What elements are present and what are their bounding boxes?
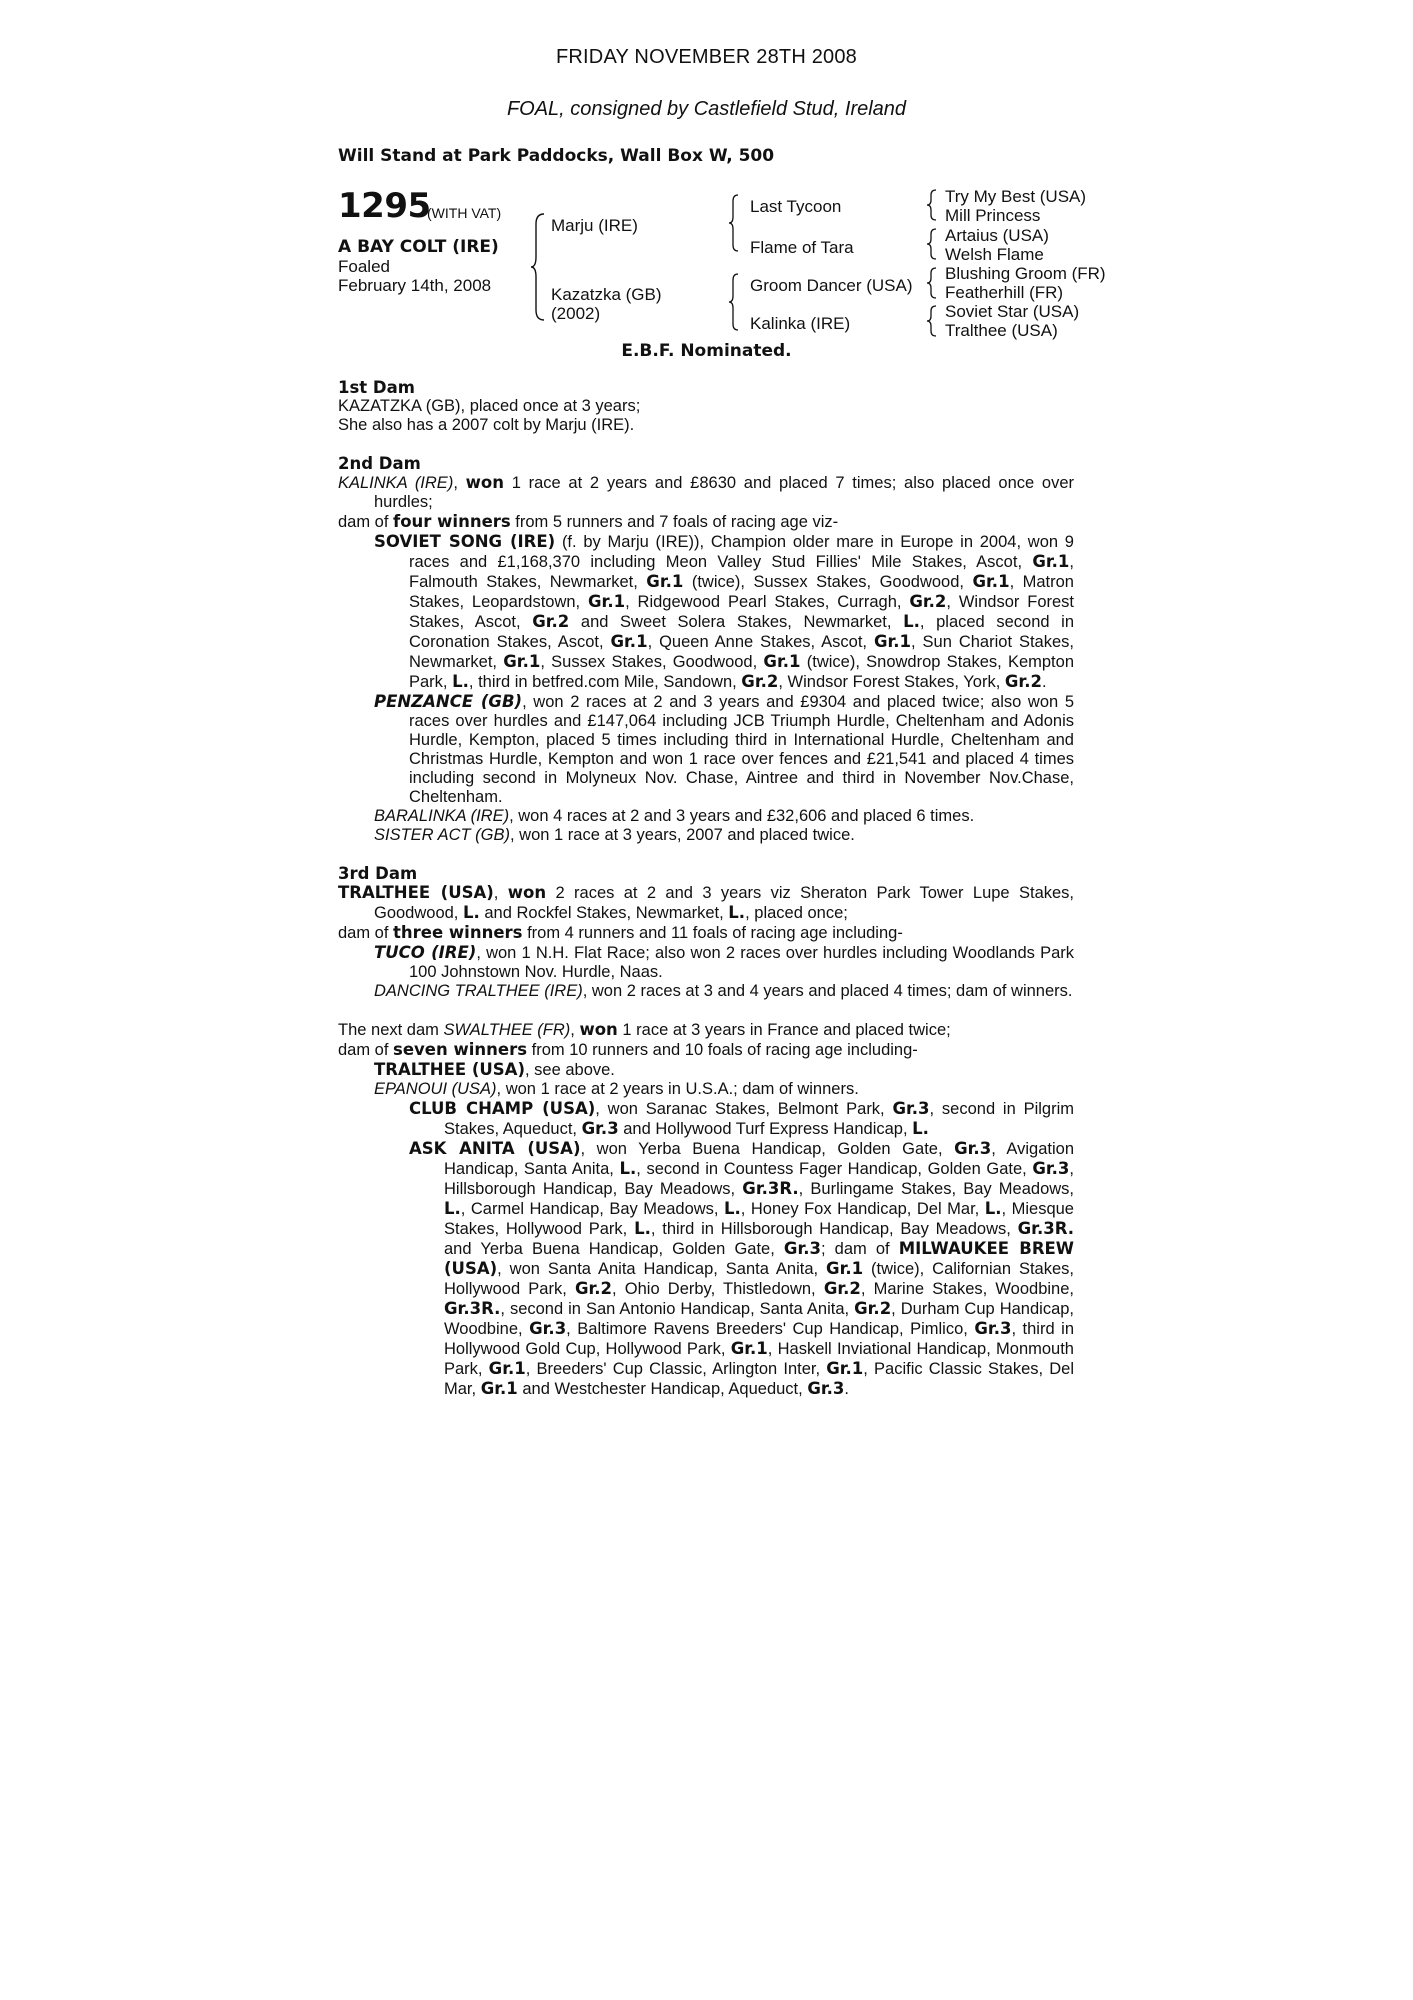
pedigree-g6: Featherhill (FR): [945, 283, 1064, 302]
record-text: , second in Pilgrim Stakes, Aqueduct,: [444, 1100, 1074, 1138]
horse-name: EPANOUI (USA): [374, 1080, 497, 1098]
grade-label: Gr.1: [1032, 552, 1070, 571]
record-text: , won 2 races at 3 and 4 years and placed 4 times; dam of winners.: [582, 982, 1073, 1000]
record-text: , Queen Anne Stakes, Ascot,: [647, 633, 874, 651]
pedigree-sire: Marju (IRE): [551, 216, 638, 235]
record-text: , Sussex Stakes, Goodwood,: [540, 653, 764, 671]
record-text: , third in Hollywood Gold Cup, Hollywood Park,: [444, 1320, 1074, 1358]
separator: ,: [493, 884, 508, 902]
record-text: .: [844, 1380, 849, 1398]
catalogue-body: [338, 378, 1074, 1399]
produce-sister-act: [338, 826, 1074, 845]
horse-name: TUCO (IRE): [374, 943, 477, 962]
next-dam-produce-summary: [338, 1040, 1074, 1060]
horse-name: SWALTHEE (FR): [443, 1021, 571, 1039]
record-text: , third in betfred.com Mile, Sandown,: [468, 673, 742, 691]
listed-label: L.: [462, 903, 480, 922]
record-text: , Windsor Forest Stakes, York,: [778, 673, 1005, 691]
produce-ask-anita: [338, 1139, 1074, 1399]
grade-label: Gr.2: [854, 1299, 892, 1318]
record-text: , Marine Stakes, Woodbine,: [860, 1280, 1074, 1298]
record-text: 1 race at 3 years in France and placed twice;: [617, 1021, 951, 1039]
grade-label: Gr.1: [488, 1359, 526, 1378]
record-text: and Hollywood Turf Express Handicap,: [618, 1120, 913, 1138]
produce-soviet-song: [338, 532, 1074, 692]
listed-label: L.: [984, 1199, 1002, 1218]
grade-label: Gr.2: [532, 612, 570, 631]
record-text: , Miesque Stakes, Hollywood Park,: [444, 1200, 1074, 1238]
grade-label: Gr.2: [823, 1279, 861, 1298]
record-text: , placed once;: [745, 904, 848, 922]
horse-name: MILWAUKEE BREW (USA): [444, 1239, 1075, 1278]
grade-label: Gr.2: [741, 672, 779, 691]
produce-tuco: [338, 943, 1074, 982]
lot-number: 1295: [338, 186, 431, 226]
third-dam-heading: 3rd Dam: [338, 864, 418, 883]
stand-location: Will Stand at Park Paddocks, Wall Box W, 500: [338, 146, 775, 166]
record-text: , placed second in Coronation Stakes, Ascot,: [409, 613, 1075, 651]
record-text: , second in Countess Fager Handicap, Golden Gate,: [636, 1160, 1033, 1178]
grade-label: Gr.2: [909, 592, 947, 611]
listed-label: L.: [903, 612, 920, 631]
record-text: 2 races at 2 and 3 years viz Sheraton Park Tower Lupe Stakes, Goodwood,: [374, 884, 1075, 922]
listed-label: L.: [452, 672, 469, 691]
dam-of-text: dam of: [338, 1041, 394, 1059]
record-text: (f. by Marju (IRE)), Champion older mare in Europe in 2004, won 9 races and £1,168,370 including Meon Valley Stud Fillies' Mile Stakes, Ascot,: [409, 533, 1074, 571]
grade-label: Gr.1: [588, 592, 626, 611]
winners-count: three winners: [393, 923, 523, 942]
pedigree-sire-dam: Flame of Tara: [750, 238, 854, 257]
record-text: , Windsor Forest Stakes, Ascot,: [409, 593, 1075, 631]
pedigree-brace-g1: [926, 188, 938, 222]
produce-dancing-tralthee: [338, 982, 1074, 1001]
sale-date: FRIDAY NOVEMBER 28TH 2008: [555, 46, 858, 68]
won-label: won: [465, 473, 504, 492]
pedigree-g4: Welsh Flame: [945, 245, 1044, 264]
grade-label: Gr.3: [954, 1139, 992, 1158]
record-text: 1 race at 2 years and £8630 and placed 7 times; also placed once over hurdles;: [374, 474, 1074, 511]
won-label: won: [579, 1020, 618, 1039]
grade-label: Gr.1: [646, 572, 684, 591]
grade-label: Gr.3: [783, 1239, 821, 1258]
produce-text: from 5 runners and 7 foals of racing age viz-: [510, 513, 839, 531]
record-text: , won Saranac Stakes, Belmont Park,: [595, 1100, 893, 1118]
second-dam-heading: 2nd Dam: [338, 454, 421, 473]
record-text: , Durham Cup Handicap, Woodbine,: [444, 1300, 1075, 1338]
produce-epanoui: [338, 1080, 1074, 1099]
grade-label: Gr.3: [1032, 1159, 1070, 1178]
pedigree-brace-g3: [926, 266, 938, 300]
pedigree-g2: Mill Princess: [945, 206, 1041, 225]
grade-label: Gr.3: [974, 1319, 1012, 1338]
record-text: , Baltimore Ravens Breeders' Cup Handicap, Pimlico,: [566, 1320, 975, 1338]
pedigree-g5: Blushing Groom (FR): [945, 264, 1106, 283]
produce-penzance: [338, 692, 1074, 807]
grade-label: Gr.3R.: [742, 1179, 799, 1198]
record-text: , won 2 races at 2 and 3 years and £9304 and placed twice; also won 5 races over hurdles and £147,064 including JCB Triumph Hurdle, Cheltenham and Adonis Hurdle, Kempton, placed 5 times including third in International Hurdle, Cheltenham and Christmas Hurdle, Kempton and won 1 race over fences and £21,541 and placed 4 times including second in Molyneux Nov. Chase, Aintree and third in November Nov.Chase, Cheltenham.: [409, 693, 1074, 806]
record-text: , see above.: [525, 1061, 615, 1079]
first-dam-produce: She also has a 2007 colt by Marju (IRE).: [338, 416, 635, 434]
pedigree-brace-main: [530, 212, 546, 322]
record-text: , won Santa Anita Handicap, Santa Anita,: [497, 1260, 827, 1278]
listed-label: L.: [728, 903, 746, 922]
record-text: .: [1041, 673, 1047, 691]
horse-name: SISTER ACT (GB): [374, 826, 510, 844]
pedigree-g8: Tralthee (USA): [945, 321, 1058, 340]
pedigree-brace-g2: [926, 227, 938, 261]
grade-label: Gr.1: [480, 1379, 518, 1398]
pedigree-sire-sire: Last Tycoon: [750, 197, 842, 216]
grade-label: Gr.1: [826, 1259, 864, 1278]
first-dam-heading: 1st Dam: [338, 378, 415, 397]
lot-title: A BAY COLT (IRE): [338, 237, 499, 257]
grade-label: Gr.1: [826, 1359, 864, 1378]
pedigree-dam-sire: Groom Dancer (USA): [750, 276, 913, 295]
grade-label: Gr.1: [972, 572, 1010, 591]
produce-club-champ: [338, 1099, 1074, 1139]
grade-label: Gr.3: [529, 1319, 567, 1338]
record-text: , Honey Fox Handicap, Del Mar,: [740, 1200, 985, 1218]
horse-name: TRALTHEE (USA): [374, 1060, 525, 1079]
record-text: and Sweet Solera Stakes, Newmarket,: [569, 613, 904, 631]
listed-label: L.: [634, 1219, 651, 1238]
produce-text: from 4 runners and 11 foals of racing age including-: [522, 924, 903, 942]
record-text: , Burlingame Stakes, Bay Meadows,: [798, 1180, 1074, 1198]
grade-label: Gr.3R.: [444, 1299, 501, 1318]
listed-label: L.: [444, 1199, 461, 1218]
grade-label: Gr.2: [574, 1279, 613, 1298]
horse-name: DANCING TRALTHEE (IRE): [374, 982, 583, 1000]
record-text: , Sun Chariot Stakes, Newmarket,: [409, 633, 1074, 671]
pedigree-g7: Soviet Star (USA): [945, 302, 1080, 321]
pedigree-brace-g4: [926, 304, 938, 338]
grade-label: Gr.3: [581, 1119, 619, 1138]
record-text: , won 1 race at 3 years, 2007 and placed twice.: [509, 826, 855, 844]
pedigree-brace-dam: [728, 272, 740, 332]
record-text: , third in Hillsborough Handicap, Bay Meadows,: [650, 1220, 1018, 1238]
record-text: , won 1 N.H. Flat Race; also won 2 races over hurdles including Woodlands Park 100 Johnstown Nov. Hurdle, Naas.: [409, 944, 1074, 981]
dam-of-text: dam of: [338, 513, 394, 531]
dam-of-text: dam of: [338, 924, 394, 942]
listed-label: L.: [724, 1199, 741, 1218]
record-text: and Westchester Handicap, Aqueduct,: [517, 1380, 808, 1398]
grade-label: Gr.1: [873, 632, 912, 651]
consignment-line: FOAL, consigned by Castlefield Stud, Ireland: [506, 98, 907, 120]
horse-name: PENZANCE (GB): [374, 692, 523, 711]
winners-count: four winners: [393, 512, 511, 531]
vat-note: (WITH VAT): [427, 205, 502, 221]
produce-text: from 10 runners and 10 foals of racing age including-: [527, 1041, 918, 1059]
pedigree-dam-year: (2002): [551, 304, 601, 323]
record-text: , second in San Antonio Handicap, Santa Anita,: [500, 1300, 855, 1318]
horse-name: BARALINKA (IRE): [374, 807, 510, 825]
produce-tralthee: [338, 1060, 1074, 1080]
second-dam-produce-summary: [338, 512, 1074, 532]
grade-label: Gr.3: [807, 1379, 845, 1398]
record-text: and Yerba Buena Handicap, Golden Gate,: [444, 1240, 784, 1258]
record-text: , Falmouth Stakes, Newmarket,: [409, 553, 1074, 591]
third-dam-produce-summary: [338, 923, 1074, 943]
horse-name: TRALTHEE (USA): [338, 883, 494, 902]
ebf-nominated: E.B.F. Nominated.: [621, 341, 792, 361]
record-text: , Carmel Handicap, Bay Meadows,: [460, 1200, 724, 1218]
produce-baralinka: [338, 807, 1074, 826]
foaled-label: Foaled: [338, 257, 390, 276]
record-text: , Pacific Classic Stakes, Del Mar,: [444, 1360, 1074, 1398]
record-text: , Matron Stakes, Leopardstown,: [409, 573, 1074, 611]
record-text: (twice), Californian Stakes, Hollywood Park,: [444, 1260, 1074, 1298]
record-text: , won Yerba Buena Handicap, Golden Gate,: [580, 1140, 955, 1158]
record-text: (twice), Sussex Stakes, Goodwood,: [683, 573, 973, 591]
horse-name: CLUB CHAMP (USA): [409, 1099, 596, 1118]
grade-label: Gr.1: [730, 1339, 768, 1358]
pedigree-dam-dam: Kalinka (IRE): [750, 314, 851, 333]
record-text: ; dam of: [821, 1240, 899, 1258]
separator: ,: [570, 1021, 580, 1039]
record-text: , Haskell Inviational Handicap, Monmouth Park,: [444, 1340, 1074, 1378]
pedigree-brace-sire: [728, 193, 740, 253]
grade-label: Gr.3: [892, 1099, 930, 1118]
listed-label: L.: [912, 1119, 929, 1138]
record-text: , Avigation Handicap, Santa Anita,: [444, 1140, 1075, 1178]
horse-name: SOVIET SONG (IRE): [374, 532, 556, 551]
third-dam-record: [338, 883, 1074, 923]
grade-label: Gr.2: [1004, 672, 1042, 691]
listed-label: L.: [619, 1159, 637, 1178]
pedigree-g1: Try My Best (USA): [945, 187, 1087, 206]
record-text: (twice), Snowdrop Stakes, Kempton Park,: [409, 653, 1074, 691]
record-text: , Hillsborough Handicap, Bay Meadows,: [444, 1160, 1074, 1198]
winners-count: seven winners: [393, 1040, 528, 1059]
foaled-date: February 14th, 2008: [338, 276, 492, 295]
grade-label: Gr.1: [610, 632, 648, 651]
record-text: , Ohio Derby, Thistledown,: [612, 1280, 824, 1298]
grade-label: Gr.3R.: [1017, 1219, 1074, 1238]
record-text: , won 4 races at 2 and 3 years and £32,606 and placed 6 times.: [509, 807, 975, 825]
pedigree-dam: Kazatzka (GB): [551, 285, 662, 304]
first-dam-line: KAZATZKA (GB), placed once at 3 years;: [338, 397, 641, 415]
next-dam-record: [338, 1020, 1074, 1040]
horse-name: ASK ANITA (USA): [409, 1139, 581, 1158]
record-text: , Breeders' Cup Classic, Arlington Inter,: [525, 1360, 827, 1378]
horse-name: KALINKA (IRE): [338, 474, 454, 492]
intro-text: The next dam: [338, 1021, 444, 1039]
won-label: won: [507, 883, 547, 902]
record-text: , Ridgewood Pearl Stakes, Curragh,: [625, 593, 910, 611]
second-dam-record: KALINKA (IRE), won 1 race at 2 years and £8630 and placed 7 times; also placed once over hurdles;: [338, 473, 1074, 511]
pedigree-g3: Artaius (USA): [945, 226, 1049, 245]
grade-label: Gr.1: [503, 652, 541, 671]
record-text: , won 1 race at 2 years in U.S.A.; dam of winners.: [496, 1080, 859, 1098]
grade-label: Gr.1: [763, 652, 801, 671]
record-text: and Rockfel Stakes, Newmarket,: [479, 904, 729, 922]
